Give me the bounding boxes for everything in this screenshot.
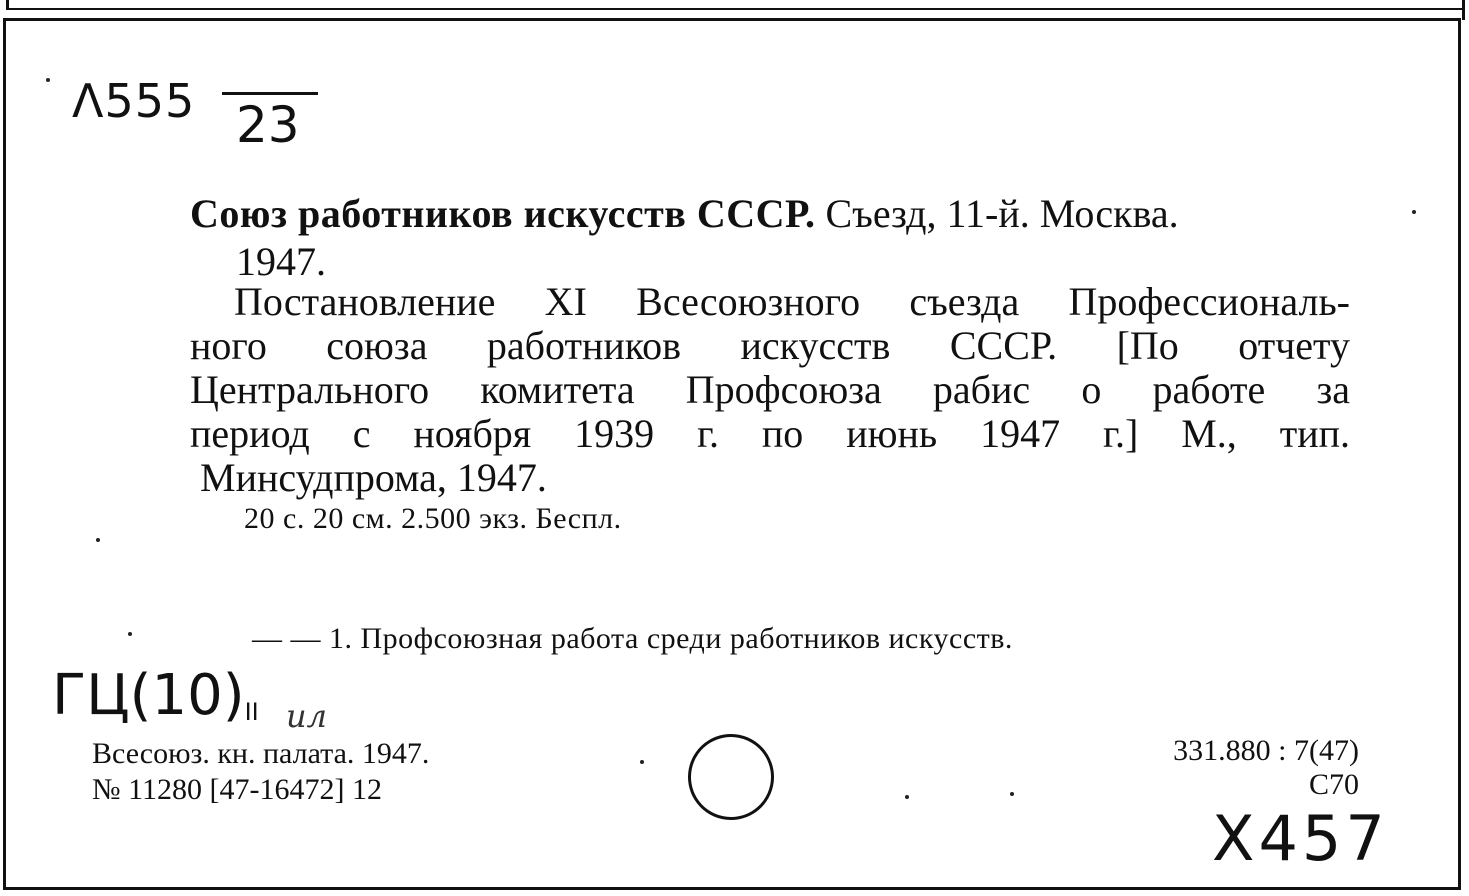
- speck: [1412, 210, 1416, 214]
- heading-lead: Союз работников искусств СССР.: [190, 191, 816, 236]
- inventory-number: Х457: [1212, 802, 1389, 875]
- imprint: [92, 736, 429, 808]
- speck: [1010, 792, 1014, 796]
- entry-description: [190, 280, 1350, 500]
- shelfmark-top: Λ555: [72, 74, 196, 128]
- heading-rest: Съезд, 11-й. Москва.: [815, 191, 1179, 236]
- classification-code: [52, 663, 259, 728]
- speck: [128, 632, 132, 636]
- imprint-line-1: Всесоюз. кн. палата. 1947.: [92, 737, 430, 770]
- subject-tracing: — — 1. Профсоюзная работа среди работников искусств.: [252, 622, 1013, 655]
- speck: [46, 78, 50, 82]
- cutter-number: С70: [1308, 768, 1359, 801]
- handwritten-note: ил: [286, 697, 327, 735]
- description-line: период с ноября 1939 г. по июнь 1947 г.] М., тип.: [190, 411, 1350, 456]
- udc-code: 331.880 : 7(47): [1173, 734, 1359, 767]
- speck: [96, 538, 100, 542]
- card-top-edge: [6, 0, 1464, 10]
- shelfmark-bottom: 23: [236, 96, 300, 154]
- description-line: Минсудпрома, 1947.: [200, 455, 547, 500]
- shelfmark-divider: [222, 92, 318, 95]
- description-line: Постановление XI Всесоюзного съезда Профессиональ-: [234, 279, 1350, 324]
- speck: [905, 795, 909, 799]
- collation: 20 с. 20 см. 2.500 экз. Беспл.: [244, 502, 622, 535]
- udc-classification: [1173, 734, 1359, 802]
- classification-code-main: ГЦ(10): [52, 663, 245, 728]
- card-corner: [1444, 0, 1465, 20]
- entry-year: 1947.: [236, 239, 326, 284]
- speck: [640, 760, 644, 764]
- entry-heading: [190, 190, 1179, 237]
- description-line: Центрального комитета Профсоюза рабис о работе за: [190, 367, 1350, 412]
- classification-code-sub: II: [244, 698, 259, 726]
- description-line: ного союза работников искусств СССР. [По отчету: [190, 323, 1350, 368]
- imprint-line-2: № 11280 [47-16472] 12: [92, 773, 382, 806]
